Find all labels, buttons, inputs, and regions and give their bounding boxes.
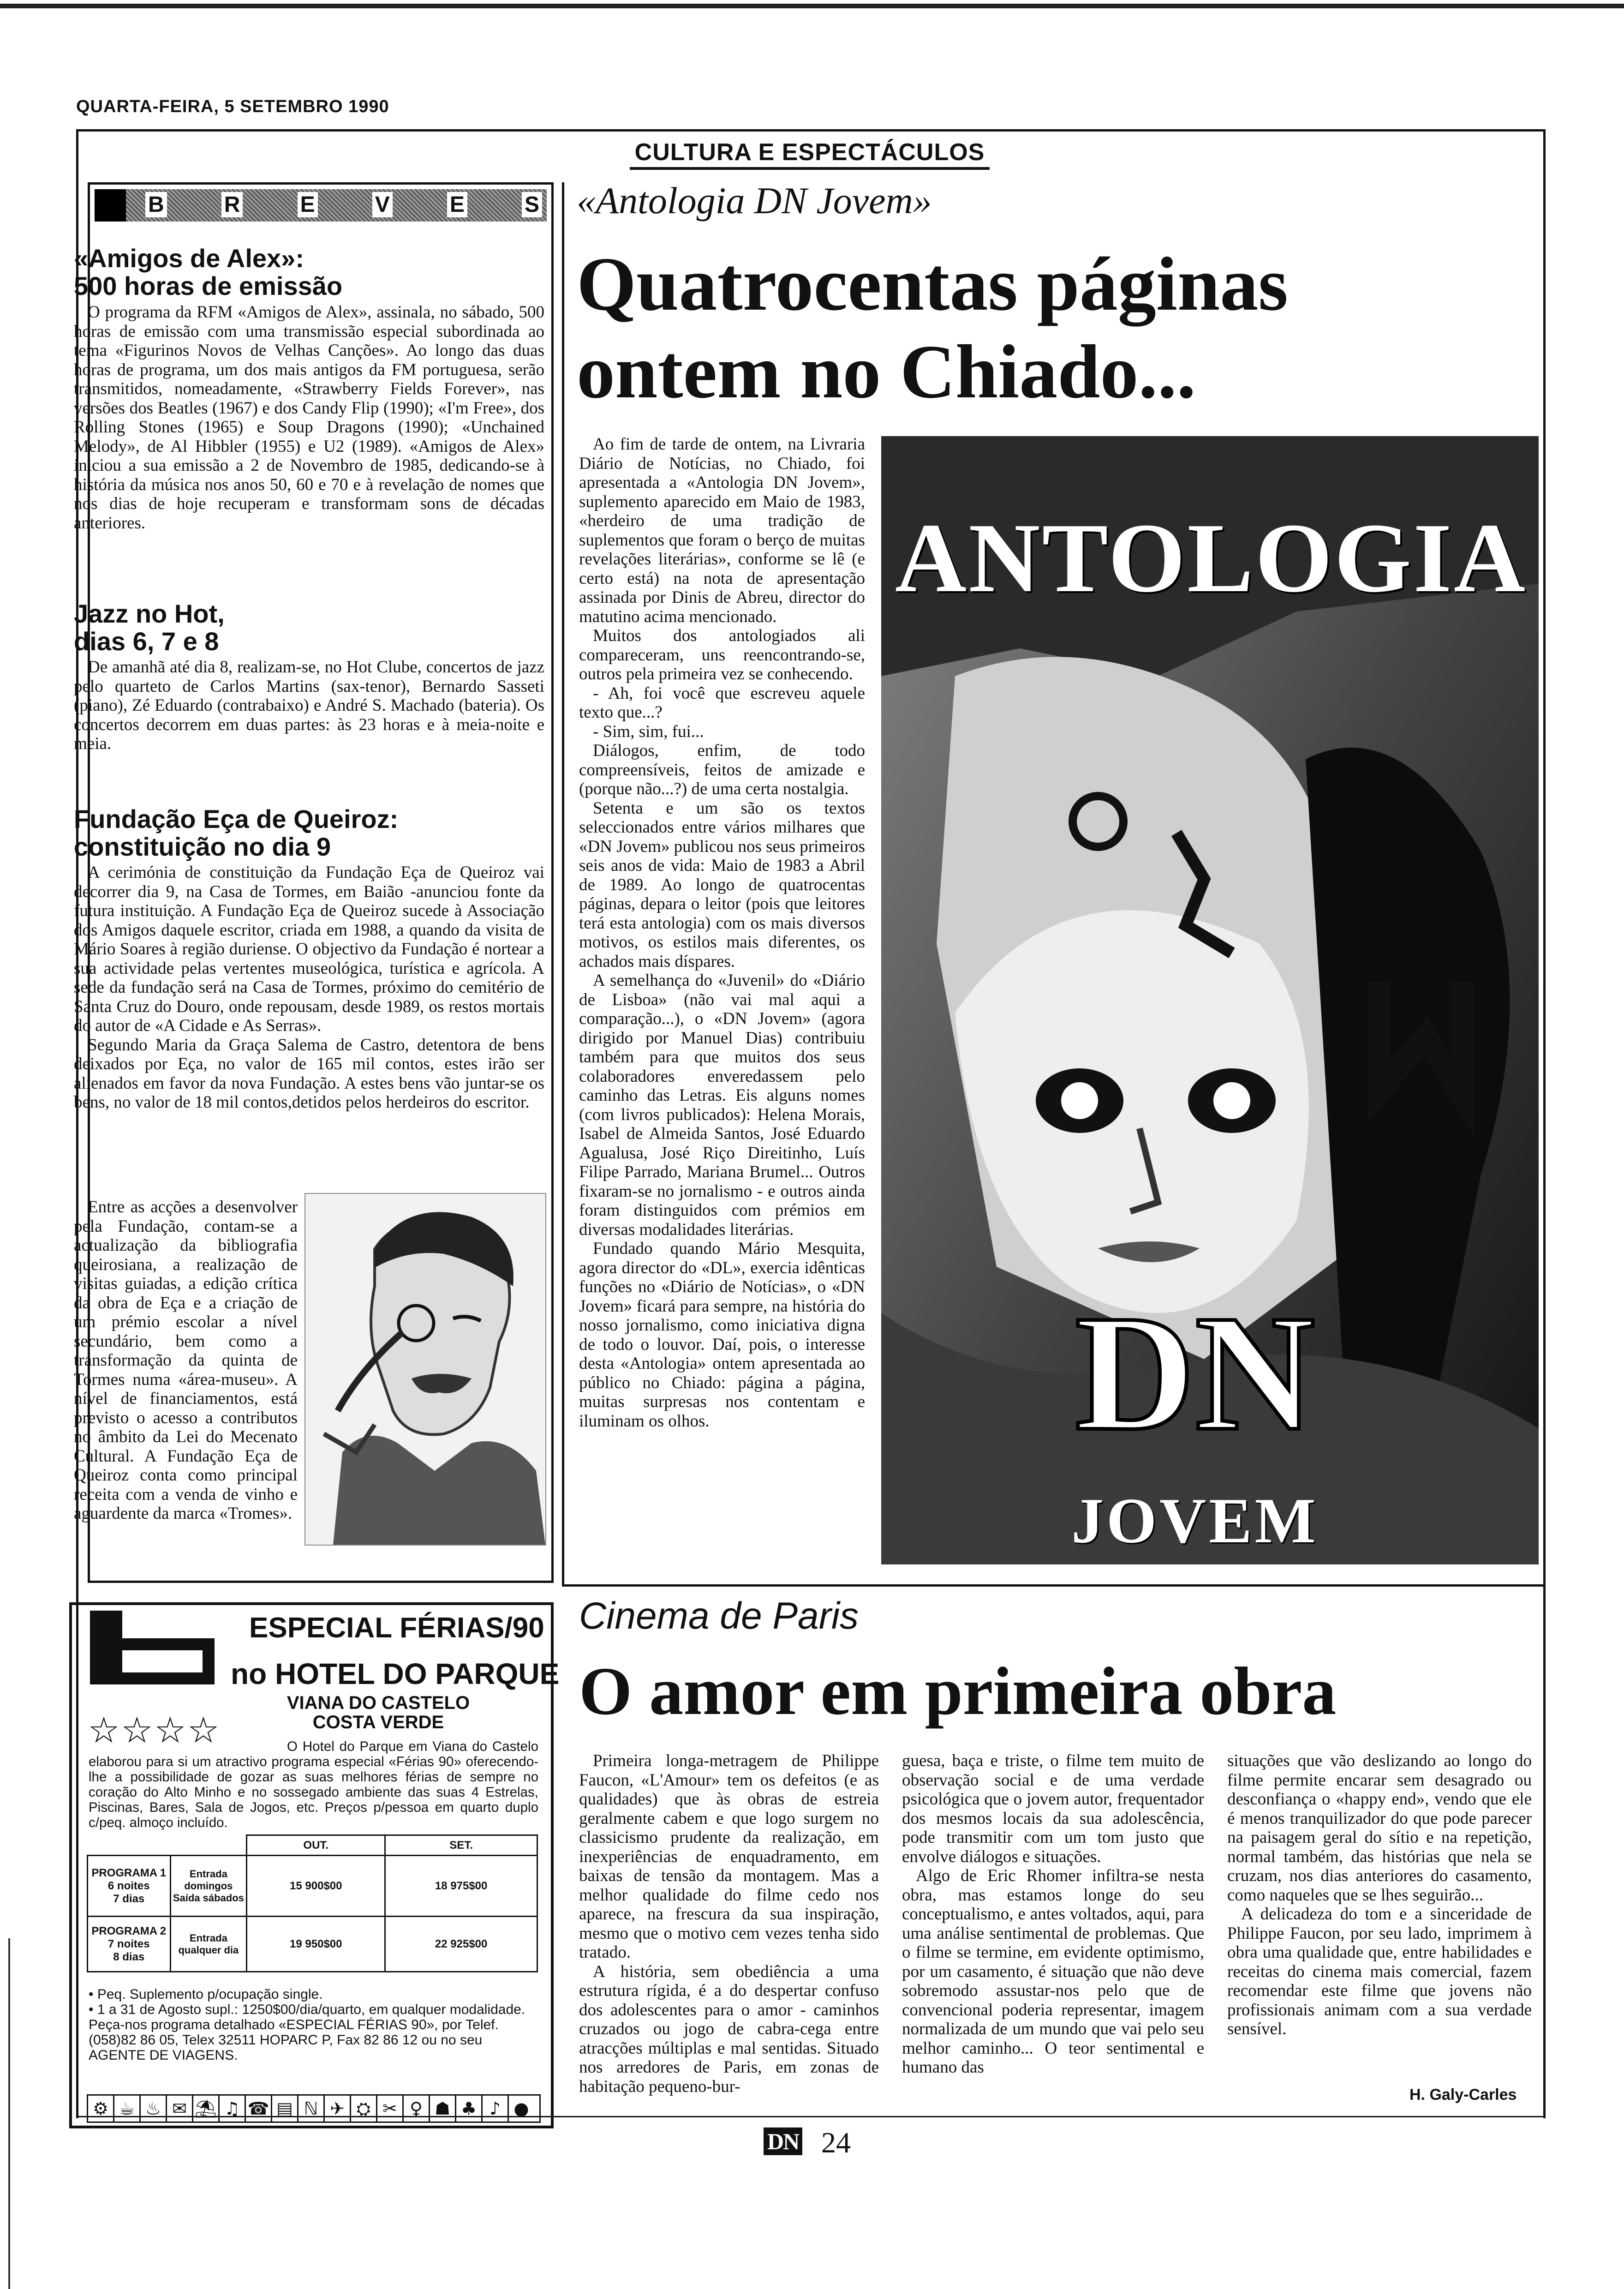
cinema-author: H. Galy-Carles (1409, 2086, 1517, 2103)
left-scan-edge (8, 1938, 10, 2289)
antologia-paragraph: Diálogos, enfim, de todo compreensíveis, feitos de amizade e (porque não...?) de uma certa nostalgia. (579, 741, 865, 798)
cinema-paragraph: A história, sem obediência a uma estrutura rígida, é a do despertar confuso dos adolescentes para o amor - caminhos cruzados ou jogo de cabra-cega entre atracções múltiplas e mal sentidas. Situado nos arredores de Paris, em zonas de habitação pequeno-bur- (579, 1962, 879, 2096)
breves-letters (145, 192, 542, 217)
section-label (630, 138, 990, 170)
brief-3-title-line-1: Fundação Eça de Queiroz: (74, 804, 399, 833)
antologia-headline (577, 240, 1536, 415)
amenity-icon: ✈ (325, 2096, 351, 2121)
ad-price-table (87, 1834, 538, 1972)
program-name: PROGRAMA 1 (91, 1866, 167, 1879)
ad-region: COSTA VERDE (312, 1712, 444, 1732)
frame-top (76, 129, 1546, 132)
brief-3-paragraph-1: A cerimónia de constituição da Fundação Eça de Queiroz vai decorrer dia 9, na Casa de Tormes, em Baião -anunciou fonte da futura instituição. A Fundação Eça de Queiroz sucede à Associação dos Amigos daquele escritor, criada em 1988, a quando da visita de Mário Soares à região duriense. O objectivo da Fundação é nortear a sua actividade pelas vertentes museológica, turística e agrícola. A sede da fundação será na Casa de Tormes, próximo do cemitério de Santa Cruz do Douro, onde repousam, desde 1989, os restos mortais do autor de «A Cidade e As Serras». (74, 863, 544, 1035)
amenity-icon: ✂ (377, 2096, 404, 2121)
cinema-kicker: Cinema de Paris (579, 1595, 859, 1637)
price-set: 18 975$00 (385, 1856, 537, 1917)
amenity-icon: ♪ (483, 2096, 509, 2121)
antologia-cover-image (881, 436, 1539, 1564)
mid-divider (562, 1584, 1545, 1587)
footer-masthead: DN (764, 2127, 802, 2155)
cover-title: ANTOLOGIA (895, 503, 1528, 613)
antologia-paragraph: Fundado quando Mário Mesquita, agora director do «DL», exercia idênticas funções no «Diário de Notícias», o «DN Jovem» ficará para sempre, na história do nosso jornalismo, como iniciativa digna de todo o louvor. Daí, pois, o interesse desta «Antologia» ontem apresentada ao público no Chiado: página a página, muitas surpresas nos contentam e iluminam os olhos. (579, 1239, 865, 1431)
brief-3-body-side (74, 1198, 298, 1523)
cinema-col-1 (579, 1751, 879, 2096)
hotel-logo (90, 1611, 219, 1689)
cover-jovem: JOVEM (1071, 1485, 1319, 1557)
section-label-text: CULTURA E ESPECTÁCULOS (634, 139, 985, 166)
brief-1-title (74, 245, 544, 300)
amenity-icon: ⛭ (351, 2096, 377, 2121)
cinema-col-2 (902, 1751, 1204, 2077)
antologia-paragraph: - Ah, foi você que escreveu aquele texto que...? (579, 683, 865, 722)
amenity-icon: ⚙ (88, 2096, 114, 2121)
brief-1-title-line-1: «Amigos de Alex»: (74, 244, 304, 273)
cinema-paragraph: Algo de Eric Rhomer infiltra-se nesta obra, mas estamos longe do seu conceptualismo, e antes voltados, aqui, para uma análise sentimental de problemas. Que o filme se termine, em evidente optimismo, por um casamento, é situação que não deve sobremodo assustar-nos pelo que de convencional poderia representar, imagem normalizada de um mundo que vai pelo seu melhor caminho... O teor sentimental e humano das (902, 1866, 1204, 2077)
amenity-icon: ☕ (114, 2096, 141, 2121)
program-cell (88, 1856, 171, 1917)
antologia-kicker: «Antologia DN Jovem» (577, 180, 932, 222)
portrait-sketch (305, 1194, 545, 1545)
col-header-out: OUT. (247, 1835, 385, 1856)
program-days: 8 dias (113, 1950, 145, 1963)
cinema-headline: O amor em primeira obra (579, 1654, 1337, 1729)
page-number: 24 (821, 2126, 851, 2159)
brief-3-title-line-2: constituição no dia 9 (74, 832, 331, 861)
ad-city: VIANA DO CASTELO (287, 1693, 470, 1713)
amenity-icon: ♣ (456, 2096, 483, 2121)
eca-de-queiroz-portrait (304, 1193, 546, 1546)
breves-letter: E (447, 192, 467, 217)
brief-2-title-line-2: dias 6, 7 e 8 (74, 627, 219, 656)
brief-3-paragraph-3: Entre as acções a desenvolver pela Fundação, contam-se a actualização da bibliografia queirosiana, a realização de visitas guiadas, a edição crítica da obra de Eça e a criação de um prémio escolar a nível secundário, bem como a transformação da quinta de Tormes numa «área-museu». A nível de financiamentos, está previsto o acesso a contributos no âmbito da Lei do Mecenato Cultural. A Fundação Eça de Queiroz conta como principal receita com a venda de vinho e aguardente da marca «Tromes». (74, 1198, 298, 1523)
program-nights: 7 noites (107, 1937, 150, 1950)
antologia-paragraph: Muitos dos antologiados ali compareceram, uns reencontrando-se, outros pela primeira vez se conhecendo. (579, 626, 865, 683)
antologia-headline-line-1: Quatrocentas páginas (577, 241, 1288, 326)
brief-3-body-top (74, 863, 544, 1112)
table-empty-cell (170, 1835, 247, 1856)
amenity-icon: ☎ (246, 2096, 272, 2121)
entry-cell: Entrada qualquer dia (170, 1917, 247, 1972)
amenity-icon: ℕ (299, 2096, 325, 2121)
column-divider (562, 182, 564, 1585)
amenity-icon: ⛱ (193, 2096, 220, 2121)
breves-letter: V (372, 192, 393, 217)
frame-right (1543, 129, 1546, 2118)
program-cell (88, 1917, 171, 1972)
logo-stem (90, 1611, 122, 1684)
amenity-icon: ☗ (430, 2096, 456, 2121)
brief-3-title (74, 805, 544, 861)
table-row (88, 1917, 537, 1972)
program-days: 7 dias (113, 1892, 145, 1905)
cinema-paragraph: situações que vão deslizando ao longo do filme permite encarar sem desagrado ou desconfiança o «happy end», vendo que ele é menos tranquilizador do que pode parecer na paisagem geral do sítio e na repetição, normal também, das histórias que nela se cruzam, nos dias anteriores do casamento, como naqueles que se lhes seguirão... (1227, 1751, 1532, 1905)
amenity-icon: ▤ (272, 2096, 299, 2121)
table-empty-cell (88, 1835, 171, 1856)
antologia-paragraph: Ao fim de tarde de ontem, na Livraria Diário de Notícias, no Chiado, foi apresentada a «Antologia DN Jovem», suplemento aparecido em Maio de 1983, «herdeiro de uma tradição de suplementos que foram o berço de muitas revelações literárias», conforme se lê (e certo está) na nota de apresentação assinada por Dinis de Abreu, director do matutino acima mencionado. (579, 435, 865, 626)
amenity-icon: ♀ (404, 2096, 430, 2121)
program-name: PROGRAMA 2 (91, 1924, 167, 1937)
amenity-icon: ✉ (167, 2096, 193, 2121)
ad-intro: O Hotel do Parque em Viana do Castelo elaborou para si um atractivo programa especial «Férias 90» oferecendo-lhe a possibilidade de gozar as suas melhores férias de sempre no coração do Alto Minho e no sossegado ambiente das suas 4 Estrelas, Piscinas, Bares, Sala de Jogos, etc. Preços p/pessoa em quarto duplo c/peq. almoço incluído. (89, 1739, 538, 1830)
breves-bar (95, 189, 547, 222)
price-out: 19 950$00 (247, 1917, 385, 1972)
ad-notes (89, 1987, 538, 2063)
brief-1-body (74, 303, 544, 533)
entry-cell: Entrada domingos Saída sábados (170, 1856, 247, 1917)
cinema-col-3 (1227, 1751, 1532, 2039)
brief-2-title (74, 600, 544, 655)
ad-stars: ☆☆☆☆ (88, 1710, 221, 1751)
breves-letter: S (522, 192, 542, 217)
breves-letter: R (221, 192, 243, 217)
breves-letter: E (298, 192, 318, 217)
brief-1-paragraph: O programa da RFM «Amigos de Alex», assinala, no sábado, 500 horas de emissão com uma transmissão especial subordinada ao tema «Figurinos Novos de Velhas Canções». Ao longo das duas horas de programa, um dos mais antigos da FM portuguesa, serão transmitidos, nomeadamente, «Strawberry Fields Forever», nas versões dos Beatles (1967) e dos Candy Flip (1990); «I'm Free», dos Rolling Stones (1965) e Soup Dragons (1990); «Unchained Melody», de Al Hibbler (1955) e U2 (1989). «Amigos de Alex» iniciou a sua emissão a 2 de Novembro de 1985, dedicando-se à história da música nos anos 50, 60 e 70 e à revelação de nomes que nos dias de hoje recuperam e transformam sons de décadas anteriores. (74, 303, 544, 533)
ad-note-1: • Peq. Suplemento p/ocupação single. (89, 1987, 323, 2002)
ad-amenity-icons (87, 2094, 541, 2123)
antologia-body (579, 435, 865, 1431)
antologia-paragraph: - Sim, sim, fui... (593, 722, 704, 741)
amenity-icon: ● (513, 2098, 529, 2119)
top-scan-edge (0, 4, 1624, 8)
amenity-icon: ♫ (220, 2096, 246, 2121)
antologia-paragraph: Setenta e um são os textos seleccionados entre vários milhares que «DN Jovem» publicou nos seus primeiros seis anos de vida: Maio de 1983 a Abril de 1989. Ao longo de quatrocentas páginas, depara o leitor (pois que leitores terá esta antologia) com os mais diversos motivos, os estilos mais diferentes, os achados mais díspares. (579, 798, 865, 971)
brief-2-paragraph: De amanhã até dia 8, realizam-se, no Hot Clube, concertos de jazz pelo quarteto de Carlos Martins (sax-tenor), Bernardo Sasseti (piano), Zé Eduardo (contrabaixo) e André S. Machado (bateria). Os concertos decorrem em duas partes: às 23 horas e à meia-noite e meia. (74, 658, 544, 753)
brief-2-body (74, 658, 544, 754)
price-set: 22 925$00 (385, 1917, 537, 1972)
ad-note-3: Peça-nos programa detalhado «ESPECIAL FÉRIAS 90», por Telef. (058)82 86 05, Telex 32511 HOPARC P, Fax 82 86 12 ou no seu AGENTE DE VIAGENS. (89, 2017, 499, 2063)
breves-letter: B (145, 192, 167, 217)
amenity-icon: ♨ (141, 2096, 167, 2121)
ad-title: ESPECIAL FÉRIAS/90 (249, 1612, 544, 1644)
ad-note-2: • 1 a 31 de Agosto supl.: 1250$00/dia/quarto, em qualquer modalidade. (89, 2002, 525, 2017)
table-row (88, 1856, 537, 1917)
brief-3-paragraph-2: Segundo Maria da Graça Salema de Castro, detentora de bens deixados por Eça, no valor de 165 mil contos, estes irão ser alienados em favor da nova Fundação. A estes bens vão juntar-se os bens, no valor de 18 mil contos,detidos pelos herdeiros do escritor. (74, 1035, 544, 1112)
col-header-set: SET. (385, 1835, 537, 1856)
ad-hotel: no HOTEL DO PARQUE (231, 1657, 560, 1690)
cover-dn-mark: DN (1075, 1281, 1315, 1465)
program-nights: 6 noites (107, 1879, 150, 1892)
price-out: 15 900$00 (247, 1856, 385, 1917)
brief-2-title-line-1: Jazz no Hot, (74, 599, 225, 628)
antologia-paragraph: A semelhança do «Juvenil» do «Diário de Lisboa» (não vai mal aqui a comparação...), o «DN Jovem» (agora dirigido por Manuel Dias) contribuiu também para que muitos dos seus colaboradores enveredassem pelo caminho das Letras. Eis alguns nomes (com livros publicados): Helena Morais, Isabel de Almeida Santos, José Eduardo Agualusa, José Riço Direitinho, Luís Filipe Parrado, Mariana Brumel... Outros fixaram-se no jornalismo - e outros ainda foram distinguidos com prémios em diversas modalidades literárias. (579, 971, 865, 1239)
date-line: QUARTA-FEIRA, 5 SETEMBRO 1990 (76, 97, 389, 116)
brief-1-title-line-2: 500 horas de emissão (74, 271, 343, 300)
cinema-paragraph: guesa, baça e triste, o filme tem muito de observação social e de uma verdade psicológica que o jovem autor, frequentador dos mesmos locais da sua adolescência, pode transmitir com um tom justo que envolve diálogos e situações. (902, 1751, 1204, 1866)
cinema-paragraph: Primeira longa-metragem de Philippe Faucon, «L'Amour» tem os defeitos (e as qualidades) que às obras de estreia geralmente cabem e que logo surgem no classicismo prudente da realização, em inexperiências de enquadramento, em baixas de tensão da montagem. Mas a melhor qualidade do filme cedo nos aparece, na frescura da sua inspiração, mesmo que o motivo cem vezes tenha sido tratado. (579, 1751, 879, 1962)
breves-black-square (95, 189, 126, 222)
logo-bowl (122, 1638, 215, 1684)
antologia-headline-line-2: ontem no Chiado... (577, 329, 1196, 414)
cinema-paragraph: A delicadeza do tom e a sinceridade de Philippe Faucon, por seu lado, imprimem à obra uma qualidade que, entre habilidades e receitas do cinema mais comercial, fazem recomendar este filme que jovens não profissionais animam com a sua verdade sensível. (1227, 1905, 1532, 2038)
